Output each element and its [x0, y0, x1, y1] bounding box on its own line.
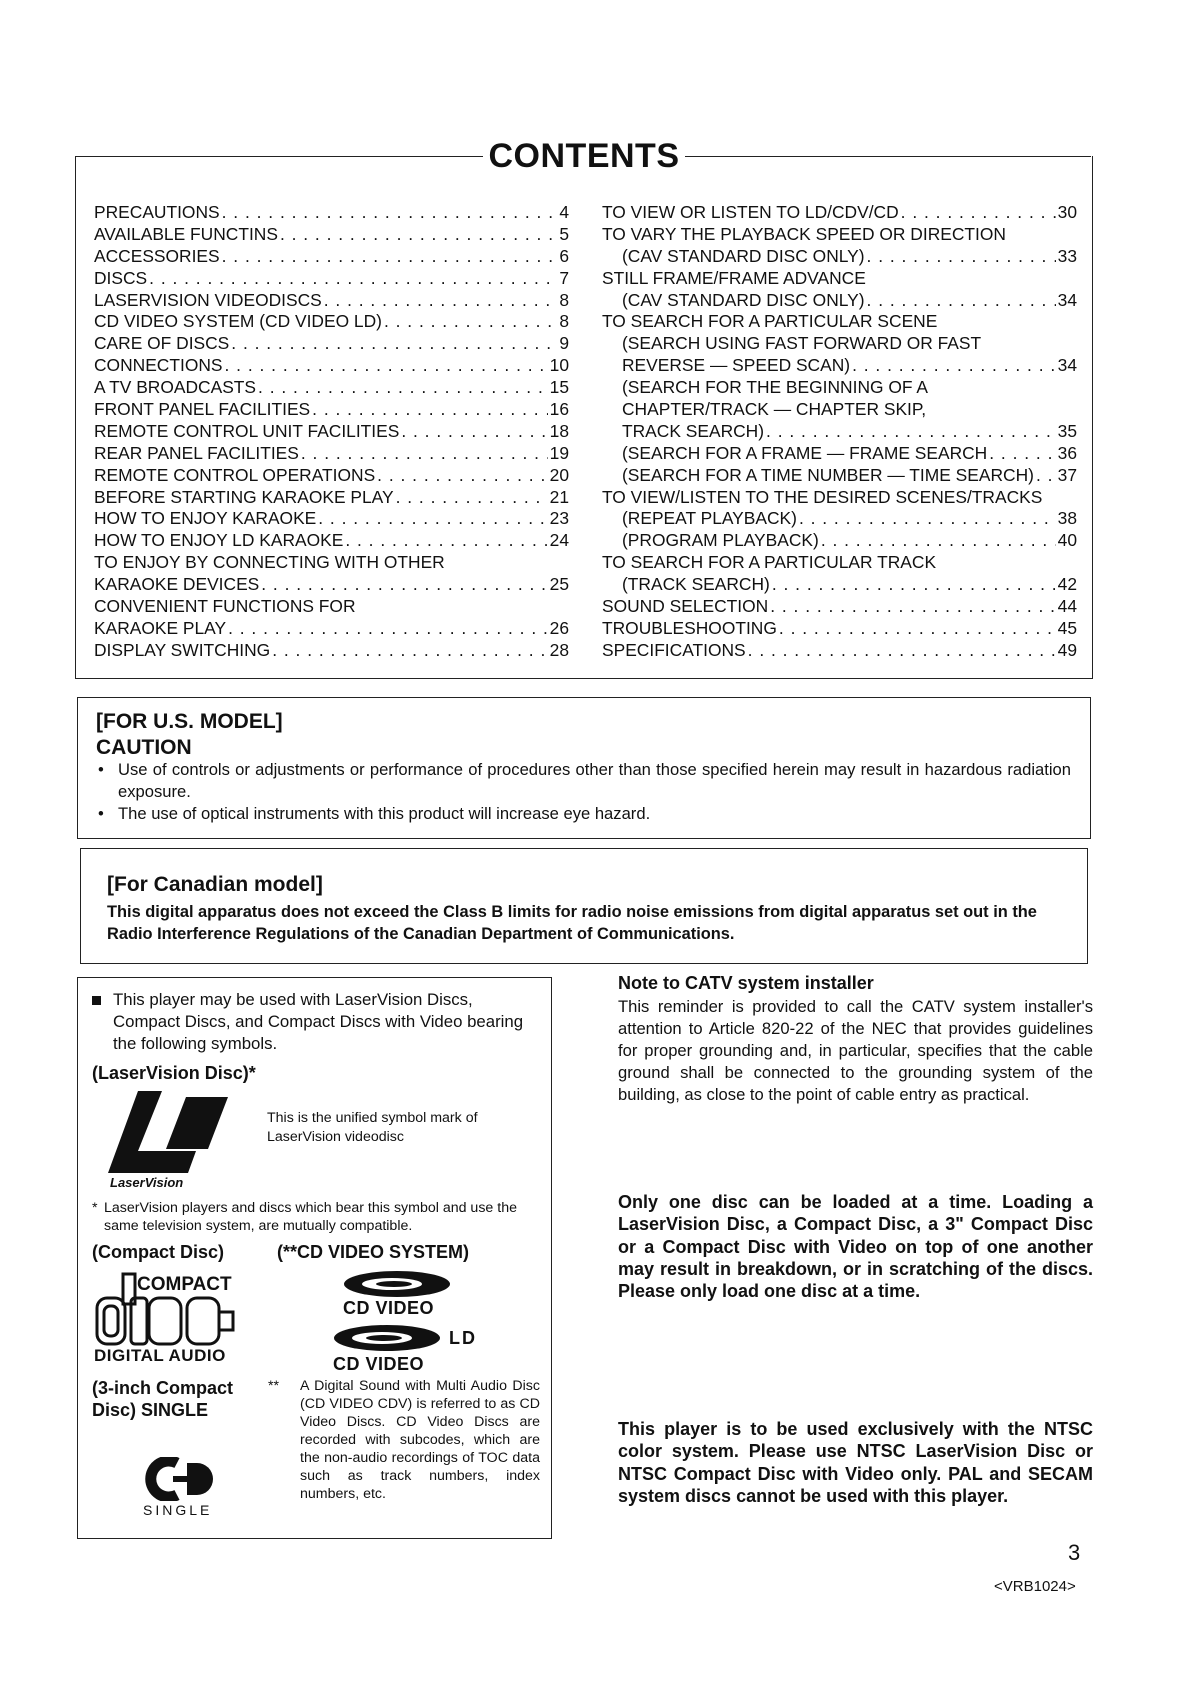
toc-entry [94, 552, 569, 574]
toc-entry-page: 42 [1057, 574, 1077, 595]
cd-video-note: ** A Digital Sound with Multi Audio Disc (CD VIDEO CDV) is referred to as CD Video Discs. CD Video Discs are recorded with subcodes, which are the non-audio recordings of TOC data such as track numbers, index numbers, etc. [268, 1378, 540, 1502]
toc-leader [280, 224, 557, 246]
toc-entry-page: 34 [1057, 355, 1077, 376]
toc-left-column [94, 202, 569, 662]
toc-entry-page: 49 [1057, 639, 1077, 660]
toc-leader [852, 355, 1056, 377]
toc-entry [602, 552, 1077, 574]
toc-entry-title: DISCS [94, 267, 148, 288]
toc-entry-title: KARAOKE PLAY [94, 617, 227, 638]
toc-entry [94, 290, 569, 312]
compact-disc-logo-icon [95, 1268, 245, 1346]
toc-leader [401, 421, 547, 443]
toc-entry-title: HOW TO ENJOY KARAOKE [94, 508, 317, 529]
caution-title: CAUTION [96, 736, 192, 759]
ntsc-notice: This player is to be used exclusively with the NTSC color system. Please use NTSC LaserVision Disc or NTSC Compact Disc with Video only. PAL and SECAM system discs cannot be used with this player. [618, 1419, 1093, 1506]
toc-entry [602, 618, 1077, 640]
toc-leader [261, 574, 547, 596]
toc-entry [602, 640, 1077, 662]
toc-entry-page: 16 [549, 399, 569, 419]
ld-text: LD [449, 1328, 477, 1348]
toc-entry [94, 487, 569, 509]
toc-entry-page: 6 [559, 245, 569, 266]
toc-entry [94, 574, 569, 596]
laservision-logo-icon [108, 1091, 228, 1175]
toc-entry-title: (SEARCH USING FAST FORWARD OR FAST [622, 333, 982, 354]
footnote-mark: * [92, 1200, 98, 1216]
toc-entry-page: 28 [549, 639, 569, 660]
contents-title: CONTENTS [488, 137, 680, 175]
toc-entry [94, 508, 569, 530]
bullet-icon: • [98, 803, 104, 823]
toc-entry-title: TO VIEW/LISTEN TO THE DESIRED SCENES/TRACKS [602, 486, 1043, 507]
toc-entry [602, 333, 1077, 355]
toc-entry-title: REVERSE — SPEED SCAN) [622, 355, 851, 376]
toc-leader [1036, 465, 1056, 487]
toc-entry [94, 640, 569, 662]
laservision-label: (LaserVision Disc)* [92, 1063, 256, 1083]
toc-leader [225, 355, 548, 377]
canadian-heading: [For Canadian model] [107, 873, 323, 896]
toc-leader [770, 596, 1055, 618]
toc-entry-title: (PROGRAM PLAYBACK) [622, 530, 819, 551]
catv-note-title: Note to CATV system installer [618, 973, 874, 993]
toc-entry-title: (CAV STANDARD DISC ONLY) [622, 245, 865, 266]
toc-entry-title: CD VIDEO SYSTEM (CD VIDEO LD) [94, 311, 382, 332]
toc-entry [602, 596, 1077, 618]
toc-leader [772, 574, 1056, 596]
toc-entry [94, 443, 569, 465]
toc-entry [602, 465, 1077, 487]
toc-entry-page: 10 [549, 355, 569, 376]
toc-entry-title: A TV BROADCASTS [94, 377, 257, 398]
toc-leader [779, 618, 1056, 640]
us-model-heading: [FOR U.S. MODEL] [96, 710, 283, 733]
toc-leader [301, 443, 548, 465]
toc-entry-title: TO SEARCH FOR A PARTICULAR TRACK [602, 552, 937, 573]
toc-entry-title: (CAV STANDARD DISC ONLY) [622, 289, 865, 310]
toc-entry-title: CONVENIENT FUNCTIONS FOR [94, 596, 356, 617]
toc-entry-page: 35 [1057, 420, 1077, 441]
toc-entry [94, 333, 569, 355]
toc-entry [602, 508, 1077, 530]
toc-entry [94, 202, 569, 224]
toc-entry [94, 224, 569, 246]
toc-leader [222, 246, 558, 268]
toc-leader [324, 290, 558, 312]
toc-entry [602, 246, 1077, 268]
toc-entry-page: 4 [559, 201, 569, 222]
toc-entry-page: 8 [559, 289, 569, 310]
square-bullet-icon [92, 996, 101, 1005]
compact-disc-label: (Compact Disc) [92, 1242, 225, 1262]
toc-entry-page: 33 [1057, 245, 1077, 266]
toc-entry [94, 465, 569, 487]
single-logo-text: SINGLE [143, 1502, 213, 1518]
toc-entry-title: BEFORE STARTING KARAOKE PLAY [94, 486, 394, 507]
toc-entry-title: PRECAUTIONS [94, 201, 220, 222]
toc-entry-title: REMOTE CONTROL OPERATIONS [94, 464, 376, 485]
toc-entry-page: 8 [559, 311, 569, 332]
toc-leader [222, 202, 558, 224]
one-disc-warning: Only one disc can be loaded at a time. Loading a LaserVision Disc, a Compact Disc, a 3" Compact Disc or a Compact Disc with Video on top of one another may result in breakdown, or in scratching of the discs. Please only load one disc at a time. [618, 1192, 1093, 1302]
toc-entry-title: TO SEARCH FOR A PARTICULAR SCENE [602, 311, 938, 332]
toc-entry-page: 40 [1057, 530, 1077, 551]
toc-entry-page: 21 [549, 486, 569, 507]
toc-entry [602, 421, 1077, 443]
toc-entry-page: 18 [549, 420, 569, 441]
toc-leader [312, 399, 548, 421]
single-disc-label: (3-inch Compact Disc) SINGLE [92, 1378, 234, 1420]
cd-video-logo-icon [342, 1269, 452, 1299]
toc-entry-title: CHAPTER/TRACK — CHAPTER SKIP, [622, 399, 927, 419]
toc-entry [602, 443, 1077, 465]
toc-entry-page: 38 [1057, 508, 1077, 529]
disc-symbols-intro: This player may be used with LaserVision Discs, Compact Discs, and Compact Discs with Video bearing the following symbols. [92, 989, 538, 1055]
footnote-mark: ** [268, 1378, 280, 1394]
toc-entry [94, 268, 569, 290]
document-code: <VRB1024> [994, 1578, 1076, 1595]
toc-entry-page: 15 [549, 377, 569, 398]
laservision-description: This is the unified symbol mark of LaserVision videodisc [267, 1110, 478, 1145]
contents-rule-right [685, 156, 1091, 157]
caution-list [96, 759, 1071, 824]
toc-entry-title: HOW TO ENJOY LD KARAOKE [94, 530, 344, 551]
toc-entry [94, 530, 569, 552]
toc-entry-title: (SEARCH FOR A FRAME — FRAME SEARCH [622, 442, 988, 463]
toc-entry-page: 23 [549, 508, 569, 529]
toc-right-column [602, 202, 1077, 662]
toc-leader [766, 421, 1056, 443]
laservision-footnote: * LaserVision players and discs which bear this symbol and use the same television system, are mutually compatible. [92, 1200, 517, 1234]
toc-entry-title: REMOTE CONTROL UNIT FACILITIES [94, 420, 400, 441]
toc-entry [602, 268, 1077, 290]
bullet-icon: • [98, 760, 104, 779]
toc-leader [228, 618, 548, 640]
toc-entry [602, 487, 1077, 509]
toc-entry-page: 37 [1057, 464, 1077, 485]
toc-entry-title: TO VIEW OR LISTEN TO LD/CDV/CD [602, 201, 899, 222]
toc-entry-title: ACCESSORIES [94, 245, 220, 266]
toc-entry-page: 36 [1057, 442, 1077, 463]
toc-leader [748, 640, 1056, 662]
contents-rule-left [75, 156, 483, 157]
toc-entry-title: STILL FRAME/FRAME ADVANCE [602, 267, 866, 288]
toc-leader [384, 311, 557, 333]
toc-leader [258, 377, 548, 399]
toc-leader [345, 530, 547, 552]
toc-leader [149, 268, 557, 290]
toc-leader [377, 465, 547, 487]
cd-single-logo-icon [143, 1457, 223, 1501]
toc-entry-title: TO ENJOY BY CONNECTING WITH OTHER [94, 552, 445, 573]
toc-entry-title: (TRACK SEARCH) [622, 574, 770, 595]
toc-entry [602, 530, 1077, 552]
toc-entry [602, 290, 1077, 312]
toc-entry [94, 618, 569, 640]
toc-entry-page: 7 [559, 267, 569, 288]
cd-video-ld-logo-icon [332, 1323, 442, 1353]
page-number: 3 [1068, 1540, 1081, 1565]
toc-entry-page: 44 [1057, 596, 1077, 617]
toc-entry [94, 399, 569, 421]
toc-entry-title: (REPEAT PLAYBACK) [622, 508, 797, 529]
toc-entry-page: 5 [559, 223, 569, 244]
toc-entry [602, 574, 1077, 596]
toc-entry-title: (SEARCH FOR A TIME NUMBER — TIME SEARCH) [622, 464, 1034, 485]
toc-entry-title: CARE OF DISCS [94, 333, 230, 354]
toc-entry [94, 377, 569, 399]
catv-note-text: This reminder is provided to call the CATV system installer's attention to Article 820-22 of the NEC that provides guidelines for proper grounding and, in particular, specifies that the cable ground shall be connected to the grounding system of the building, as close to the point of cable entry as practical. [618, 997, 1093, 1104]
toc-entry-title: SPECIFICATIONS [602, 639, 746, 660]
cd-video-ld-text: CD VIDEO [333, 1354, 425, 1374]
caution-item: • Use of controls or adjustments or performance of procedures other than those specified herein may result in hazardous radiation exposure. [98, 760, 1071, 801]
toc-entry-page: 20 [549, 464, 569, 485]
toc-entry [602, 311, 1077, 333]
toc-leader [272, 640, 547, 662]
toc-leader [318, 508, 547, 530]
toc-leader [821, 530, 1056, 552]
toc-leader [867, 290, 1056, 312]
toc-entry-title: DISPLAY SWITCHING [94, 639, 271, 660]
toc-entry-page: 26 [549, 617, 569, 638]
toc-entry [602, 355, 1077, 377]
toc-entry-page: 34 [1057, 289, 1077, 310]
caution-item: • The use of optical instruments with this product will increase eye hazard. [98, 803, 651, 823]
toc-entry-page: 25 [549, 574, 569, 595]
toc-entry [94, 596, 569, 618]
canadian-text: This digital apparatus does not exceed the Class B limits for radio noise emissions from digital apparatus set out in the Radio Interference Regulations of the Canadian Department of Communications. [107, 903, 1037, 943]
cd-video-text: CD VIDEO [343, 1298, 435, 1318]
toc-entry-title: KARAOKE DEVICES [94, 574, 260, 595]
toc-entry [94, 246, 569, 268]
toc-entry-title: (SEARCH FOR THE BEGINNING OF A [622, 377, 928, 398]
toc-entry [94, 355, 569, 377]
toc-leader [799, 508, 1056, 530]
toc-entry-title: CONNECTIONS [94, 355, 223, 376]
toc-leader [231, 333, 557, 355]
toc-entry-title: REAR PANEL FACILITIES [94, 442, 299, 463]
toc-entry-title: LASERVISION VIDEODISCS [94, 289, 322, 310]
toc-leader [867, 246, 1056, 268]
toc-entry-page: 45 [1057, 617, 1077, 638]
toc-entry-page: 30 [1057, 201, 1077, 222]
cd-video-system-label: (**CD VIDEO SYSTEM) [277, 1242, 470, 1262]
toc-entry-title: TRACK SEARCH) [622, 420, 765, 441]
toc-entry-title: AVAILABLE FUNCTINS [94, 223, 278, 244]
toc-entry [94, 311, 569, 333]
toc-entry-title: TROUBLESHOOTING [602, 617, 777, 638]
toc-entry-title: TO VARY THE PLAYBACK SPEED OR DIRECTION [602, 223, 1006, 244]
toc-entry [602, 224, 1077, 246]
toc-entry [602, 377, 1077, 399]
toc-leader [901, 202, 1056, 224]
toc-entry-title: SOUND SELECTION [602, 596, 769, 617]
digital-audio-text: DIGITAL AUDIO [94, 1346, 226, 1365]
toc-leader [396, 487, 548, 509]
toc-entry-title: FRONT PANEL FACILITIES [94, 399, 311, 419]
toc-entry [602, 202, 1077, 224]
toc-leader [989, 443, 1055, 465]
toc-entry-page: 19 [549, 442, 569, 463]
laservision-logo-text: LaserVision [110, 1175, 184, 1190]
toc-entry [602, 399, 1077, 421]
toc-entry-page: 9 [559, 333, 569, 354]
svg-text:COMPACT: COMPACT [137, 1274, 232, 1295]
toc-entry-page: 24 [549, 530, 569, 551]
toc-entry [94, 421, 569, 443]
